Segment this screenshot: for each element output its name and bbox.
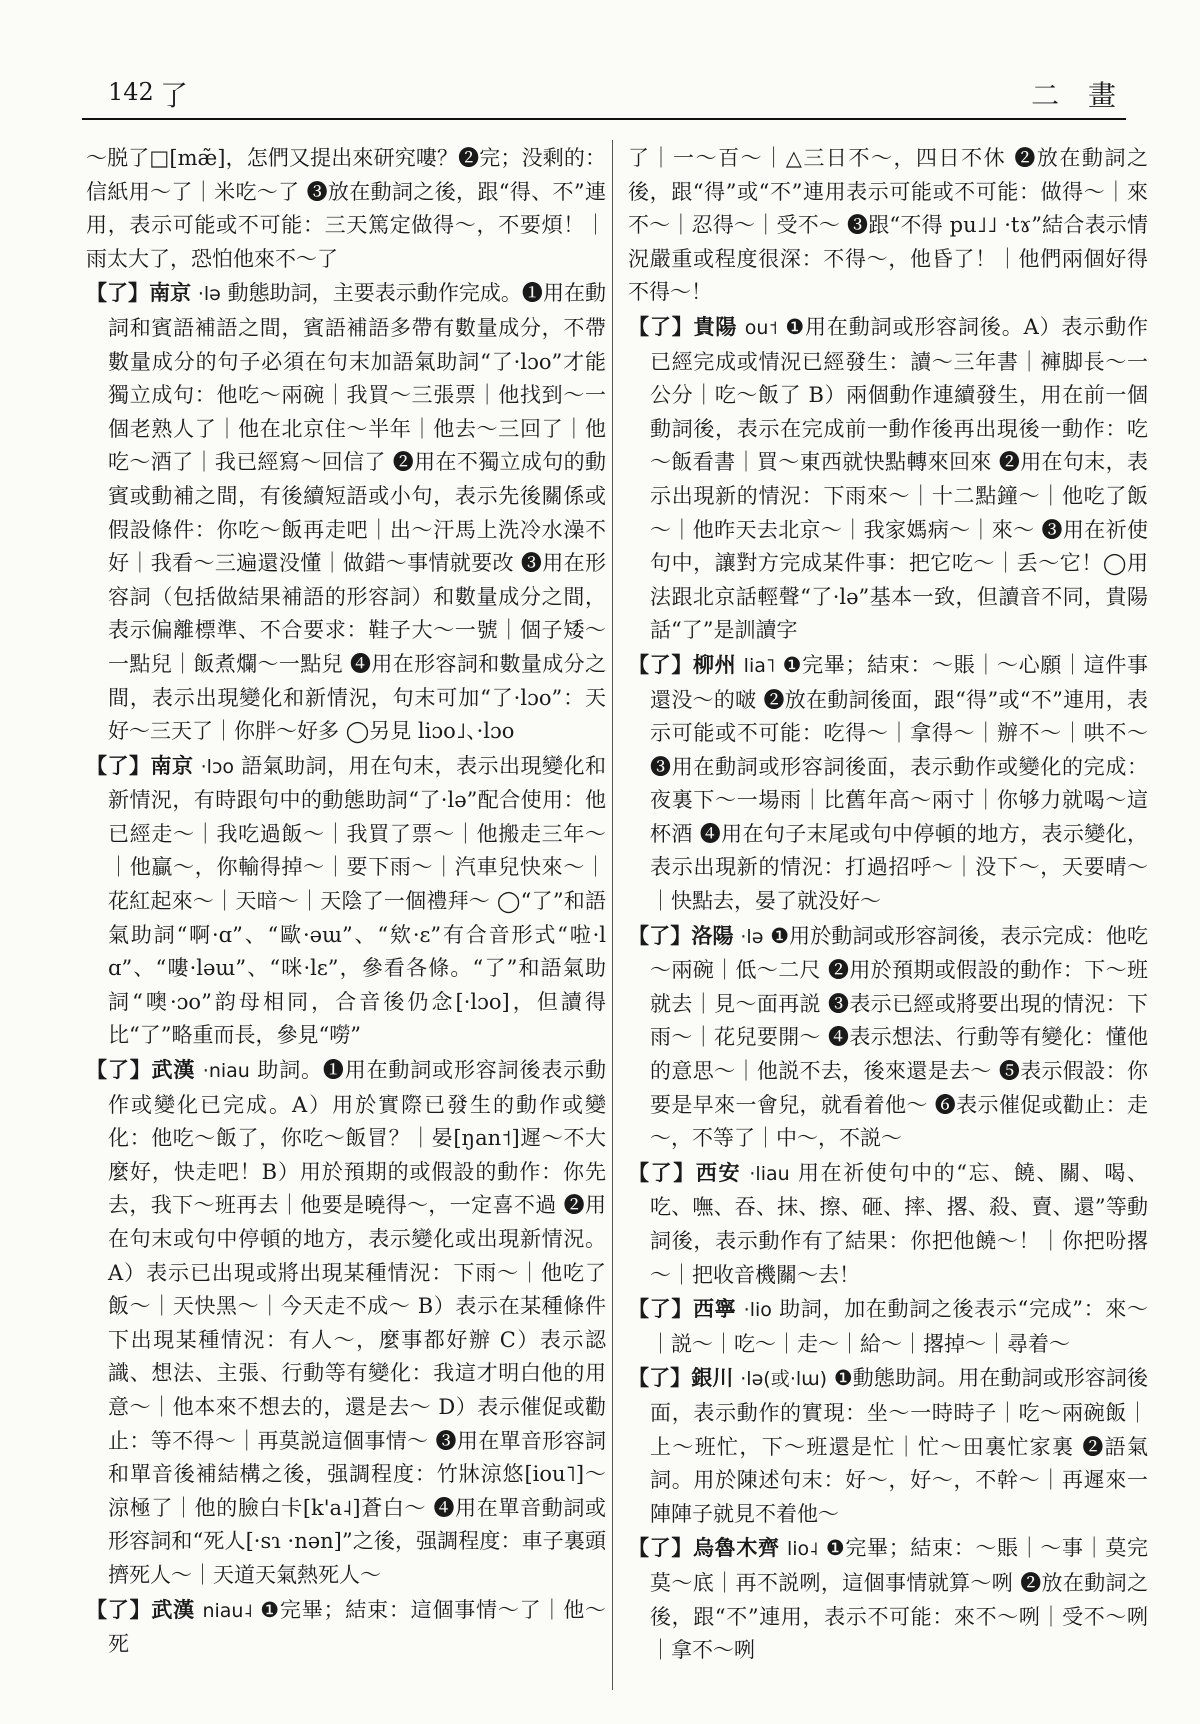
entry-pronunciation: ·liau [749, 1162, 790, 1185]
entry-pronunciation: ·lə [197, 283, 221, 306]
dictionary-entry [86, 1593, 606, 1662]
entry-definition: ❶完畢；結束：這個事情～了｜他～死 [108, 1597, 606, 1657]
entry-pronunciation: ·lə [740, 925, 764, 948]
dictionary-entry [628, 648, 1148, 919]
entry-headword: 【了】 [628, 922, 692, 948]
entry-headword: 【了】 [628, 1365, 692, 1391]
section-label: 二 畫 [1031, 79, 1126, 112]
page-header [82, 72, 1126, 116]
entry-headword: 【了】 [628, 651, 693, 677]
entry-definition: ❶完畢；結束：～賬｜～事｜莫完莫～底｜再不説咧，這個事情就算～咧 ❷放在動詞之後，跟“不”連用，表示不可能：來不～咧｜受不～咧｜拿不～咧 [650, 1536, 1149, 1663]
entry-definition: 助詞。❶用在動詞或形容詞後表示動作或變化已完成。A）用於實際已發生的動作或變化：他吃～飯了，你吃～飯冒？｜晏[ŋan˦]遲～不大麼好，快走吧！B）用於預期的或假設的動作：你先去，我下～班再去｜他要是曉得～，一定喜不過 ❷用在句末或句中停頓的地方，表示變化或出現新情況。A）表示已出現或將出現某種情況：下雨～｜他吃了飯～｜天快黑～｜今天走不成～ B）表示在某種條件下出現某種情況：有人～，麼事都好辦 C）表示認識、想法、主張、行動等有變化：我這才明白他的用意～｜他本來不想去的，還是去～ D）表示催促或勸止：等不得～｜再莫説這個事情～ ❸用在單音形容詞和單音後補結構之後，强調程度：竹牀涼悠[iou˥]～涼極了｜他的臉白卡[k'a˨]蒼白～ ❹用在單音動詞或形容詞和“死人[·sɿ ·nən]”之後，强調程度：車子裏頭擠死人～｜天道天氣熱死人～ [108, 1058, 607, 1587]
page-number: 142 [108, 78, 154, 106]
entry-definition: 助詞，加在動詞之後表示“完成”：來～｜説～｜吃～｜走～｜給～｜撂掉～｜尋着～ [650, 1297, 1148, 1356]
dictionary-entry [628, 1292, 1148, 1361]
entry-headword: 【了】 [628, 1296, 693, 1322]
dictionary-entry [628, 1531, 1148, 1667]
entry-dialect: 貴陽 [693, 313, 738, 339]
dictionary-entry [628, 310, 1148, 648]
entry-dialect: 南京 [149, 280, 192, 306]
entry-dialect: 南京 [150, 752, 194, 778]
continuation-text: 了｜一～百～｜△三日不～，四日不休 ❷放在動詞之後，跟“得”或“不”連用表示可能或不可能：做得～｜來不～｜忍得～｜受不～ ❸跟“不得 pu˩˩ ·tɤ”結合表示情況嚴重或程度很深：不得～，他昏了！｜他們兩個好得不得～！ [628, 146, 1148, 305]
right-column [628, 142, 1148, 1668]
entry-definition: 用在祈使句中的“忘、饒、關、喝、吃、嘸、吞、抹、擦、砸、摔、撂、殺、賣、還”等動詞後，表示動作有了結果：你把他饒～！｜你把吩撂～｜把收音機關～去！ [650, 1160, 1148, 1287]
entry-pronunciation: ·lə(或·lɯ) [740, 1368, 828, 1391]
entry-headword: 【了】 [86, 752, 151, 778]
entry-dialect: 柳州 [693, 651, 737, 677]
entry-pronunciation: lia˥ [743, 654, 776, 677]
entry-pronunciation: ·lio [743, 1299, 772, 1322]
dictionary-entry [86, 276, 606, 748]
entry-headword: 【了】 [628, 1159, 696, 1185]
dictionary-entry [628, 1361, 1148, 1531]
entry-dialect: 烏魯木齊 [693, 1535, 780, 1561]
entry-dialect: 洛陽 [691, 922, 734, 948]
dictionary-entry [86, 1053, 606, 1593]
entry-dialect: 西寧 [693, 1296, 737, 1322]
header-rule [82, 118, 1126, 120]
entry-dialect: 銀川 [691, 1365, 734, 1391]
entry-headword: 【了】 [628, 313, 694, 339]
entry-headword: 【了】 [86, 280, 150, 306]
left-column [86, 142, 606, 1662]
entry-headword: 【了】 [86, 1057, 152, 1083]
entry-definition: 語氣助詞，用在句末，表示出現變化和新情況，有時跟句中的動態助詞“了·lə”配合使用：他已經走～｜我吃過飯～｜我買了票～｜他搬走三年～｜他贏～，你輸得掉～｜要下雨～｜汽車兒快來～｜花紅起來～｜天暗～｜天陰了一個禮拜～ ◯“了”和語氣助詞“啊·ɑ”、“歐·əɯ”、“欸·ɛ”有合音形式“啦·lɑ”、“嘍·ləɯ”、“咪·lɛ”，參看各條。“了”和語氣助詞“噢·ɔo”韵母相同，合音後仍念[·lɔo]，但讀得比“了”略重而長，參見“嘮” [108, 753, 607, 1048]
entry-pronunciation: ·lɔo [200, 755, 235, 778]
entry-definition: ❶完畢；結束：～賬｜～心願｜這件事還没～的啵 ❷放在動詞後面，跟“得”或“不”連用，表示可能或不可能：吃得～｜拿得～｜辦不～｜哄不～ ❸用在動詞或形容詞後面，表示動作或變化的完成：夜裏下～一場雨｜比舊年高～兩寸｜你够力就喝～這杯酒 ❹用在句子末尾或句中停頓的地方，表示變化，表示出現新的情況：打過招呼～｜没下～，天要晴～｜快點去，晏了就没好～ [650, 652, 1149, 914]
entry-headword: 【了】 [86, 1596, 152, 1622]
running-head-character: 了 [160, 79, 189, 112]
entry-definition: ❶動態助詞。用在動詞或形容詞後面，表示動作的實現：坐～一時時子｜吃～兩碗飯｜上～班忙，下～班還是忙｜忙～田裏忙家裏 ❷語氣詞。用於陳述句末：好～，好～，不幹～｜再遲來一陣陣子就見不着他～ [650, 1366, 1149, 1526]
dictionary-entry [628, 919, 1148, 1156]
dictionary-entry [86, 749, 606, 1053]
dictionary-entry [628, 1156, 1148, 1292]
entry-pronunciation: niau˨ [202, 1599, 253, 1622]
entry-pronunciation: ·niau [202, 1060, 250, 1083]
entry-pronunciation: lio˨ [787, 1538, 819, 1561]
entry-pronunciation: ou˦ [744, 316, 778, 339]
continuation-text: ～脱了□[mæ̃]，怎們又提出來研究嘍？❷完；没剩的：信紙用～了｜米吃～了 ❸放在動詞之後，跟“得、不”連用，表示可能或不可能：三天篤定做得～，不要煩！｜雨太大了，恐怕他來不～了 [86, 146, 606, 271]
entry-dialect: 武漢 [151, 1596, 195, 1622]
entry-dialect: 西安 [695, 1159, 742, 1185]
column-divider [612, 140, 613, 1690]
entry-definition: ❶用在動詞或形容詞後。A）表示動作已經完成或情況已經發生：讀～三年書｜褲脚長～一公分｜吃～飯了 B）兩個動作連續發生，用在前一個動詞後，表示在完成前一動作後再出現後一動作：吃～飯看書｜買～東西就快點轉來回來 ❷用在句末，表示出現新的情況：下雨來～｜十二點鐘～｜他吃了飯～｜他昨天去北京～｜我家媽病～｜來～ ❸用在祈使句中，讓對方完成某件事：把它吃～｜丢～它！◯用法跟北京話輕聲“了·lə”基本一致，但讀音不同，貴陽話“了”是訓讀字 [650, 314, 1148, 643]
entry-dialect: 武漢 [151, 1057, 196, 1083]
entry-definition: ❶用於動詞或形容詞後，表示完成：他吃～兩碗｜低～二尺 ❷用於預期或假設的動作：下～班就去｜見～面再説 ❸表示已經或將要出現的情況：下雨～｜花兒要開～ ❹表示想法、行動等有變化：懂他的意思～｜他説不去，後來還是去～ ❺表示假設：你要是早來一會兒，就看着他～ ❻表示催促或勸止：走～，不等了｜中～，不説～ [650, 923, 1148, 1151]
entry-definition: 動態助詞，主要表示動作完成。❶用在動詞和賓語補語之間，賓語補語多帶有數量成分，不帶數量成分的句子必須在句末加語氣助詞“了·lɔo”才能獨立成句：他吃～兩碗｜我買～三張票｜他找到～一個老熟人了｜他在北京住～半年｜他去～三回了｜他吃～酒了｜我已經寫～回信了 ❷用在不獨立成句的動賓或動補之間，有後續短語或小句，表示先後關係或假設條件：你吃～飯再走吧｜出～汗馬上洗冷水澡不好｜我看～三遍還没懂｜做錯～事情就要改 ❸用在形容詞（包括做結果補語的形容詞）和數量成分之間，表示偏離標準、不合要求：鞋子大～一號｜個子矮～一點兒｜飯煮爛～一點兒 ❹用在形容詞和數量成分之間，表示出現變化和新情況，句末可加“了·lɔo”：天好～三天了｜你胖～好多 ◯另見 liɔo˩、·lɔo [108, 281, 606, 744]
entry-headword: 【了】 [628, 1535, 693, 1561]
